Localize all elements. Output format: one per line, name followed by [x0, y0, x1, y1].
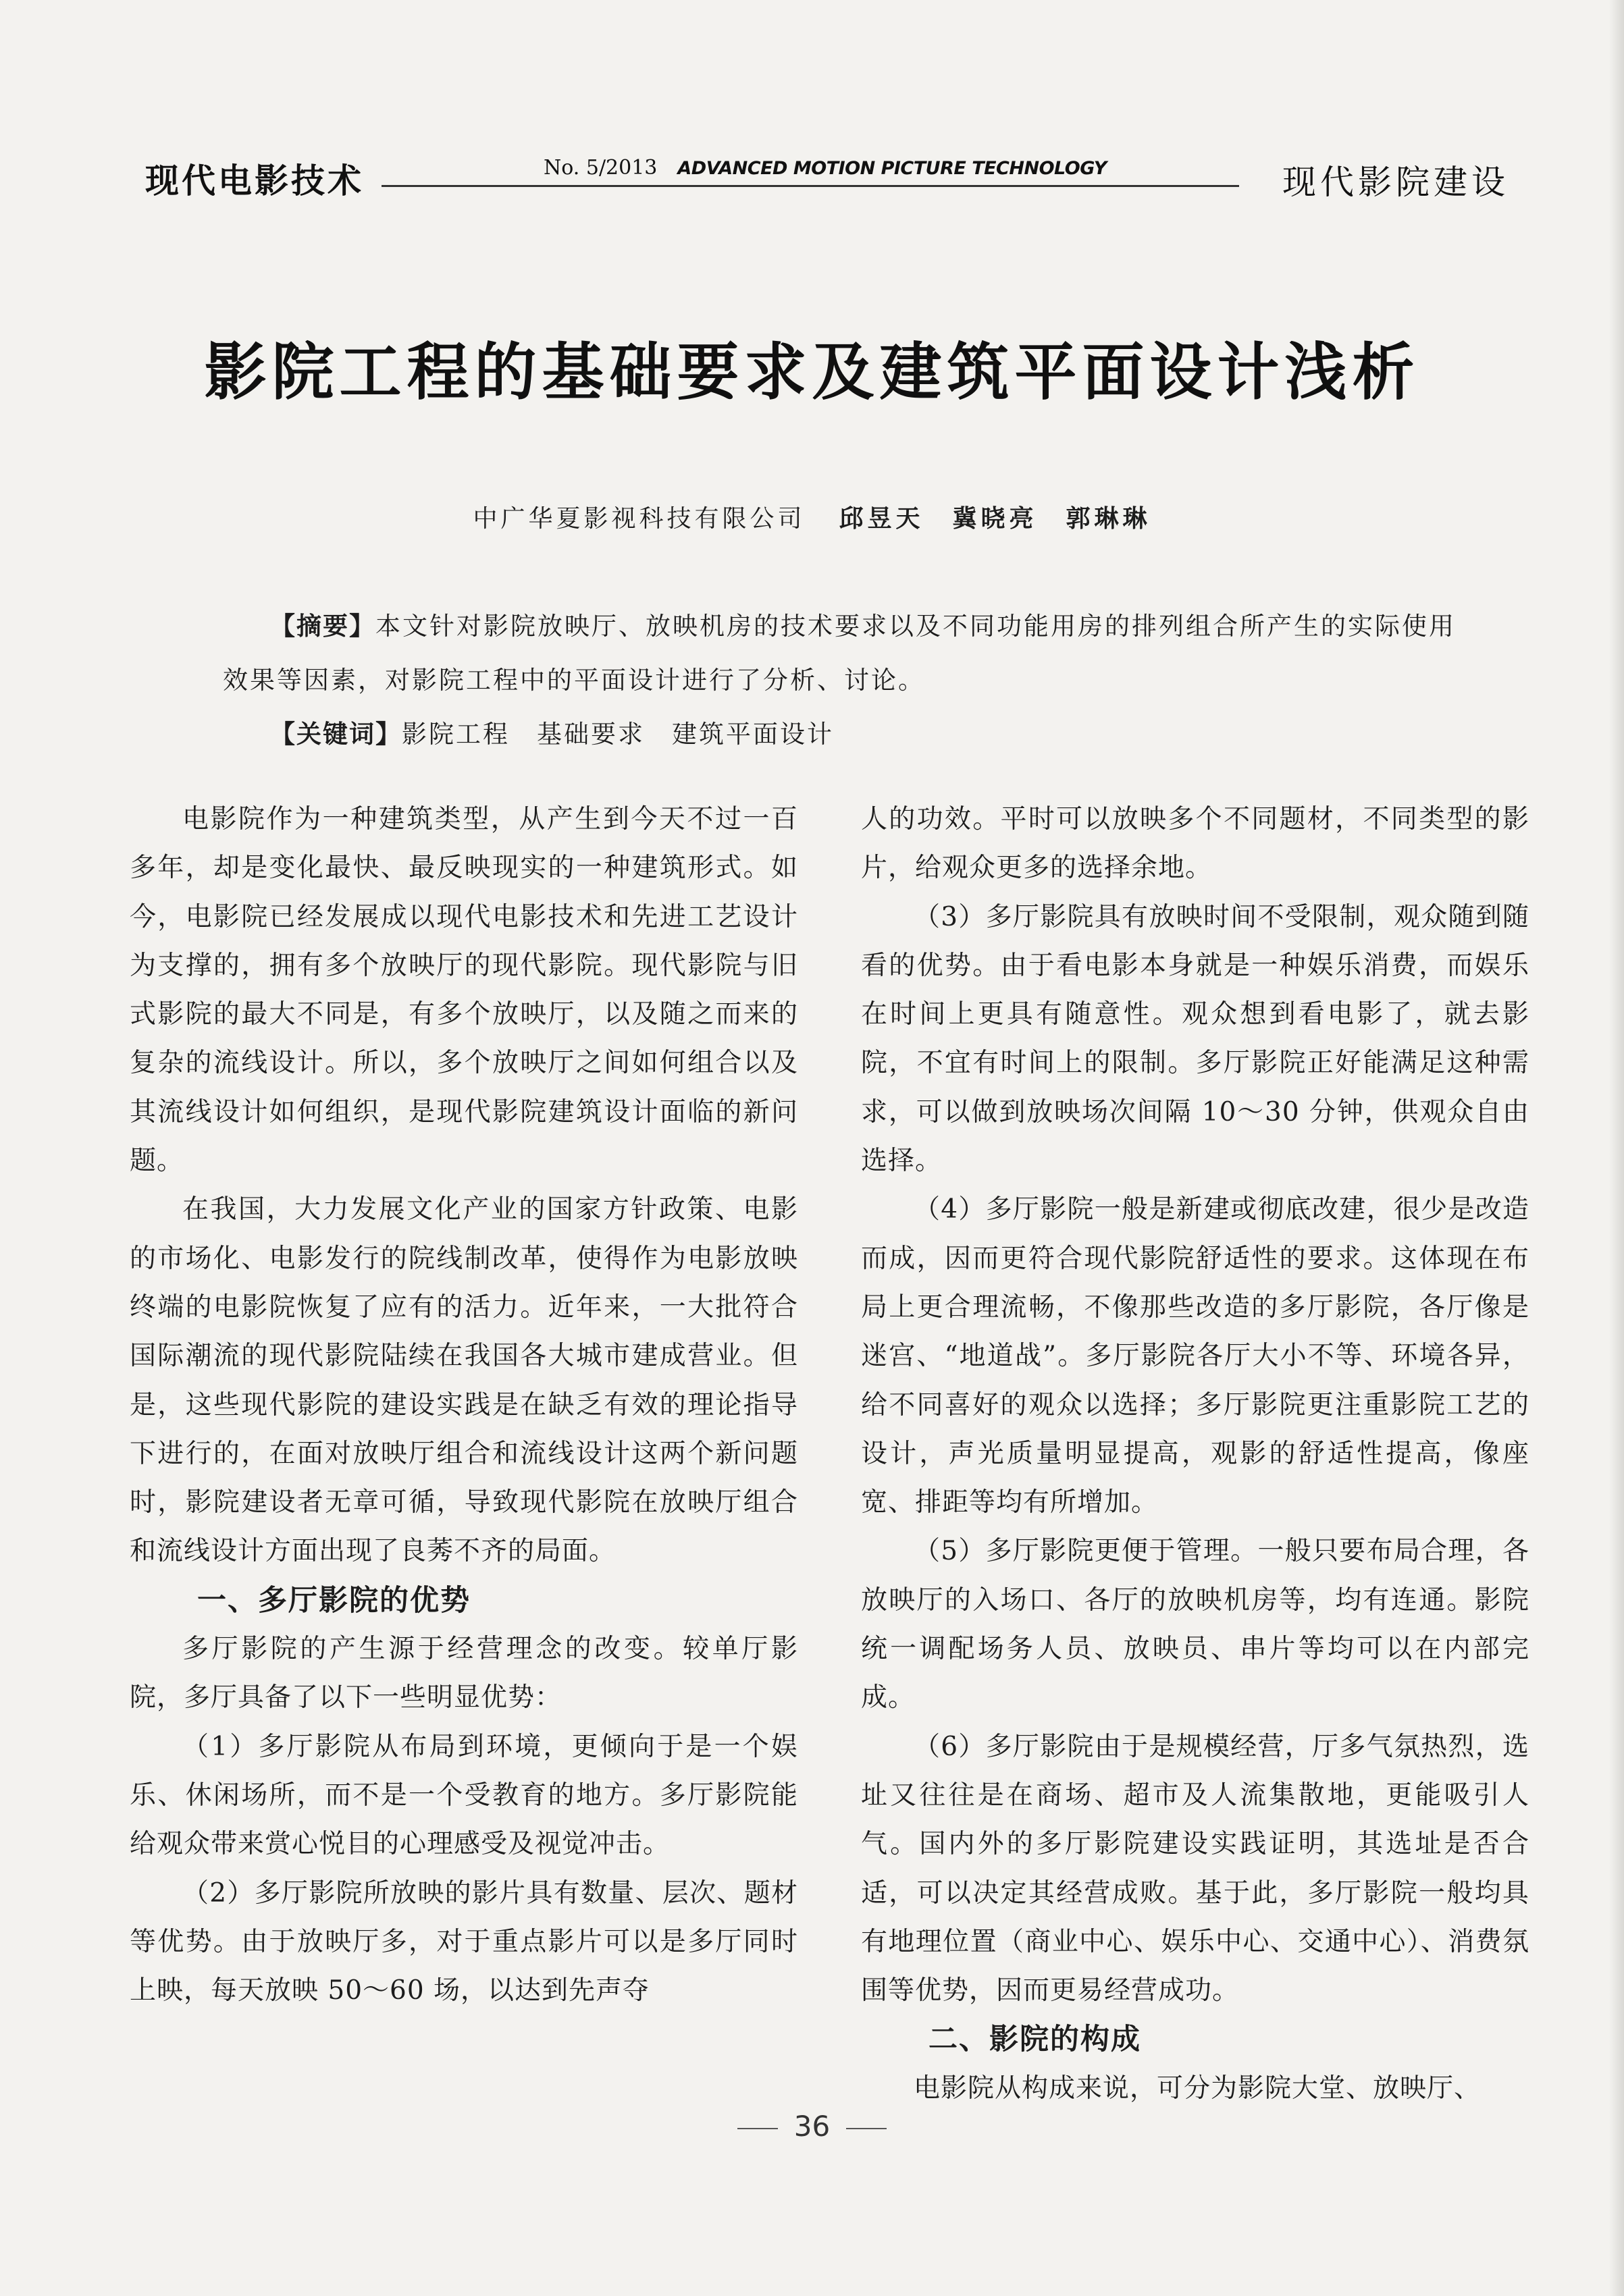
- page-footer: [0, 2110, 1624, 2143]
- abstract-label: 【摘要】: [270, 612, 375, 641]
- paragraph: 多厅影院的产生源于经营理念的改变。较单厅影院，多厅具备了以下一些明显优势：: [130, 1634, 798, 1713]
- section-name: 现代影院建设: [1272, 155, 1509, 204]
- body-column-left: [130, 795, 798, 2015]
- keywords-label: 【关键词】: [270, 720, 402, 749]
- keywords: [270, 708, 1465, 762]
- paragraph-continued: 人的功效。平时可以放映多个不同题材，不同类型的影片，给观众更多的选择余地。: [861, 804, 1529, 884]
- byline: [0, 500, 1624, 534]
- article-title: 影院工程的基础要求及建筑平面设计浅析: [204, 336, 1420, 408]
- section-heading: 二、影院的构成: [928, 2023, 1141, 2057]
- journal-name-cn: 现代电影技术: [145, 161, 364, 201]
- section-heading: 一、多厅影院的优势: [197, 1583, 471, 1618]
- paragraph: （4）多厅影院一般是新建或彻底改建，很少是改造而成，因而更符合现代影院舒适性的要求。这体现在布局上更合理流畅，不像那些改造的多厅影院，各厅像是迷宫、“地道战”。多厅影院各厅大小不等、环境各异，给不同喜好的观众以选择；多厅影院更注重影院工艺的设计，声光质量明显提高，观影的舒适性提高，像座宽、排距等均有所增加。: [861, 1194, 1529, 1518]
- paragraph: 电影院从构成来说，可分为影院大堂、放映厅、: [914, 2073, 1482, 2104]
- abstract-block: [223, 599, 1465, 762]
- abstract: [223, 599, 1465, 708]
- body-column-right: [861, 795, 1529, 2113]
- footer-dash-right: [846, 2128, 887, 2129]
- issue-number: No. 5/2013: [544, 156, 658, 180]
- footer-dash-left: [737, 2128, 778, 2129]
- abstract-text: 本文针对影院放映厅、放映机房的技术要求以及不同功能用房的排列组合所产生的实际使用效果等因素，对影院工程中的平面设计进行了分析、讨论。: [223, 612, 1456, 695]
- paragraph: （5）多厅影院更便于管理。一般只要布局合理，各放映厅的入场口、各厅的放映机房等，均有连通。影院统一调配场务人员、放映员、串片等均可以在内部完成。: [861, 1536, 1529, 1713]
- paragraph: 电影院作为一种建筑类型，从产生到今天不过一百多年，却是变化最快、最反映现实的一种建筑形式。如今，电影院已经发展成以现代电影技术和先进工艺设计为支撑的，拥有多个放映厅的现代影院。现代影院与旧式影院的最大不同是，有多个放映厅，以及随之而来的复杂的流线设计。所以，多个放映厅之间如何组合以及其流线设计如何组织，是现代影院建筑设计面临的新问题。: [130, 804, 798, 1177]
- author-names: 邱昱天 冀晓亮 郭琳琳: [839, 505, 1151, 533]
- author-organization: 中广华夏影视科技有限公司: [473, 505, 806, 533]
- paragraph: 在我国，大力发展文化产业的国家方针政策、电影的市场化、电影发行的院线制改革，使得作为电影放映终端的电影院恢复了应有的活力。近年来，一大批符合国际潮流的现代影院陆续在我国各大城市建成营业。但是，这些现代影院的建设实践是在缺乏有效的理论指导下进行的，在面对放映厅组合和流线设计这两个新问题时，影院建设者无章可循，导致现代影院在放映厅组合和流线设计方面出现了良莠不齐的局面。: [130, 1194, 798, 1567]
- paragraph: （6）多厅影院由于是规模经营，厅多气氛热烈，选址又往往是在商场、超市及人流集散地，更能吸引人气。国内外的多厅影院建设实践证明，其选址是否合适，可以决定其经营成败。基于此，多厅影院一般均具有地理位置（商业中心、娱乐中心、交通中心）、消费氛围等优势，因而更易经营成功。: [861, 1731, 1529, 2006]
- header-rule: [382, 185, 1239, 187]
- running-header: [138, 154, 1509, 208]
- paragraph: （2）多厅影院所放映的影片具有数量、层次、题材等优势。由于放映厅多，对于重点影片可以是多厅同时上映，每天放映 50～60 场，以达到先声夺: [130, 1877, 798, 2006]
- page-number: 36: [793, 2110, 831, 2143]
- issue-info: [537, 156, 1114, 180]
- paragraph: （3）多厅影院具有放映时间不受限制，观众随到随看的优势。由于看电影本身就是一种娱乐消费，而娱乐在时间上更具有随意性。观众想到看电影了，就去影院，不宜有时间上的限制。多厅影院正好能满足这种需求，可以做到放映场次间隔 10～30 分钟，供观众自由选择。: [861, 901, 1529, 1177]
- journal-name-en: ADVANCED MOTION PICTURE TECHNOLOGY: [677, 158, 1107, 179]
- keywords-text: 影院工程 基础要求 建筑平面设计: [402, 720, 834, 749]
- paragraph: （1）多厅影院从布局到环境，更倾向于是一个娱乐、休闲场所，而不是一个受教育的地方。多厅影院能给观众带来赏心悦目的心理感受及视觉冲击。: [130, 1731, 798, 1860]
